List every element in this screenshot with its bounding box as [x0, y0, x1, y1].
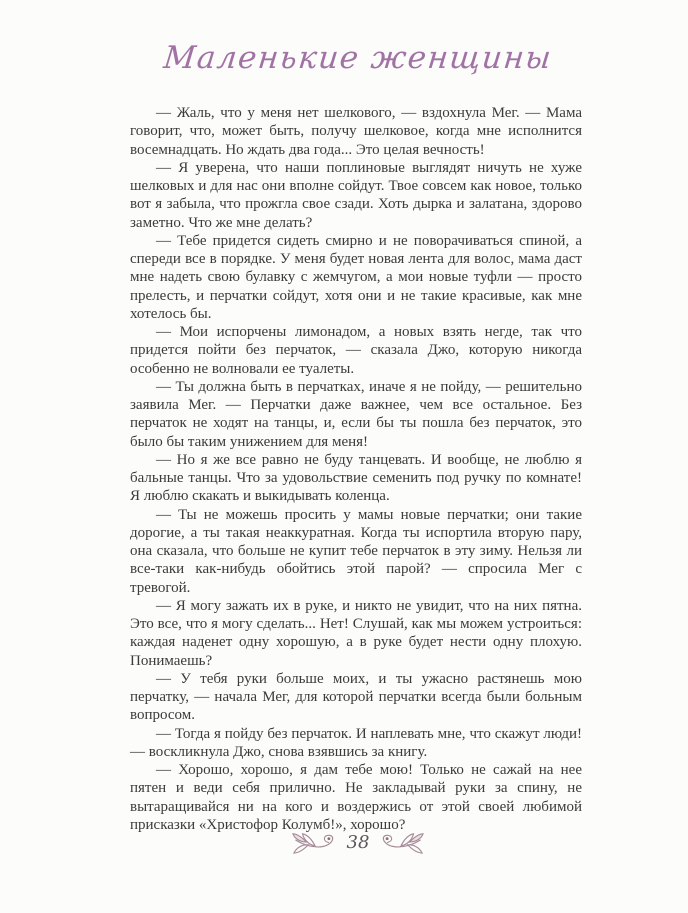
paragraph: — Но я же все равно не буду танцевать. И вообще, не люблю я бальные танцы. Что за удовольствие семенить под ручку по комнате! Я люблю скакать и выкидывать коленца. — [130, 451, 582, 505]
paragraph: — Я уверена, что наши поплиновые выглядят ничуть не хуже шелковых и для нас они вполне сойдут. Твое совсем как новое, только вот я забыла, что прожгла свое сзади. Хоть дырка и залатана, здорово заметно. Что же мне делать? — [130, 159, 582, 231]
paragraph: — Мои испорчены лимонадом, а новых взять негде, так что придется пойти без перчаток, — сказала Джо, которую никогда особенно не волновали ее туалеты. — [130, 324, 582, 377]
paragraph: — Ты должна быть в перчатках, иначе я не пойду, — решительно заявила Мег. — Перчатки даже важнее, чем все остальное. Без перчаток не ходят на танцы, и, если бы ты пошла без перчаток, это было бы таким унижением для меня! — [130, 378, 582, 450]
paragraph: — Хорошо, хорошо, я дам тебе мою! Только не сажай на нее пятен и веди себя прилично. Не закладывай руки за спину, не вытаращивайся ни на кого и воздержись от этой своей любимой присказки «Христофор Колумб!», хорошо? — [130, 762, 582, 833]
page-footer — [130, 826, 586, 858]
paragraph: — Жаль, что у меня нет шелкового, — вздохнула Мег. — Мама говорит, что, может быть, получу шелковое, когда мне исполнится восемнадцать. Но ждать два года... Это целая вечность! — [130, 105, 582, 158]
paragraph: — Я могу зажать их в руке, и никто не увидит, что на них пятна. Это все, что я могу сделать... Нет! Слушай, как мы можем устроиться: каждая наденет одну хорошую, а в руке будет нести одну плохую. Понимаешь? — [130, 597, 582, 669]
leaf-flourish-left-icon — [292, 826, 338, 858]
paragraph: — Ты не можешь просить у мамы новые перчатки; они такие дорогие, а ты такая неаккуратная. Когда ты испортила вторую пару, она сказала, что больше не купит тебе перчаток в эту зиму. Нельзя ли все-таки как-нибудь обойтись этой парой? — спросила Мег с тревогой. — [130, 506, 582, 596]
book-title: Маленькие женщины — [161, 40, 555, 76]
paragraph: — У тебя руки больше моих, и ты ужасно растянешь мою перчатку, — начала Мег, для которой перчатки всегда были больным вопросом. — [130, 670, 582, 724]
paragraph: — Тогда я пойду без перчаток. И наплевать мне, что скажут люди! — воскликнула Джо, снова взявшись за книгу. — [130, 725, 582, 760]
paragraph: — Тебе придется сидеть смирно и не поворачиваться спиной, а спереди все в порядке. У меня будет новая лента для волос, мама даст мне надеть свою булавку с жемчугом, а мои новые туфли — просто прелесть, и перчатки сойдут, хотя они и не такие красивые, как мне хотелось бы. — [130, 232, 582, 322]
text-column — [130, 104, 582, 834]
page-number: 38 — [346, 831, 370, 853]
leaf-flourish-right-icon — [378, 826, 424, 858]
